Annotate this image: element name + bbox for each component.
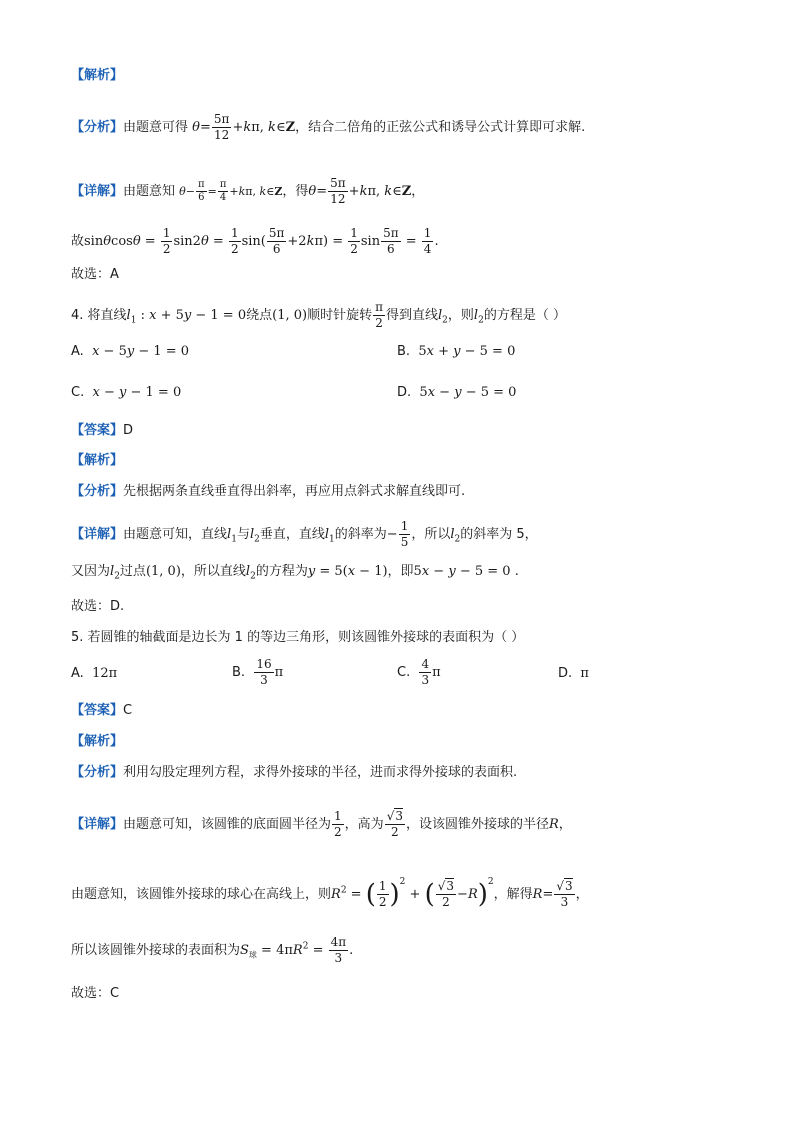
q3-choose: 故选：A <box>71 267 119 282</box>
q5-detail-line: 【详解】由题意可知，该圆锥的底面圆半径为 $\frac{1}{2}$ ，高为 $\frac{√3}{2}$ ，设该圆锥外接球的半径R， <box>71 809 572 839</box>
q5-option-a[interactable]: A. 12π <box>71 666 118 681</box>
q4-fenxi: 【分析】先根据两条直线垂直得出斜率，再应用点斜式求解直线即可. <box>71 484 466 499</box>
q5-stem: 5. 若圆锥的轴截面是边长为 1 的等边三角形，则该圆锥外接球的表面积为（ ） <box>71 630 525 645</box>
q4-option-b[interactable]: B. 5x + y − 5 = 0 <box>397 344 516 359</box>
analysis-heading-q3: 【解析】 <box>71 68 124 83</box>
q4-answer: 【答案】D <box>71 423 134 438</box>
q4-option-c[interactable]: C. x − y − 1 = 0 <box>71 385 182 400</box>
q5-option-d[interactable]: D. π <box>558 666 589 681</box>
q5-choose: 故选：C <box>71 986 120 1001</box>
q5-detail-line3: 所以该圆锥外接球的表面积为$S_球 = 4\pi R^2$ = $\frac{4\pi}{3}$ . <box>71 935 354 965</box>
q5-option-b[interactable]: B. $\frac{16}{3}$ π <box>232 657 284 687</box>
q3-calc-line: 故sinθcosθ = $\frac{1}{2}$ sin2θ = $\frac{1}{2}$ sin( $\frac{5\pi}{6}$ +2kπ) = $\frac{1}{2}$ sin $\frac{5\pi}{6}$ = $\frac{1}{4}$ . <box>71 226 439 256</box>
q5-analysis-heading: 【解析】 <box>71 734 124 749</box>
q4-stem: 4. 将直线$l_1$ : x + 5y − 1 = 0绕点(1, 0)顺时针旋转 $\frac{\pi}{2}$ 得到直线$l_2$，则$l_2$的方程是（ ） <box>71 300 566 330</box>
q4-choose: 故选：D. <box>71 599 125 614</box>
q4-analysis-heading: 【解析】 <box>71 453 124 468</box>
q4-option-a[interactable]: A. x − 5y − 1 = 0 <box>71 344 190 359</box>
q3-detail-line: 【详解】由题意知 θ− $\frac{\pi}{6}$ = $\frac{\pi}{4}$ +kπ, k∈Z，得θ= $\frac{5\pi}{12}$ +kπ, k∈Z， <box>71 176 425 206</box>
q4-option-d[interactable]: D. 5x − y − 5 = 0 <box>397 385 517 400</box>
q5-detail-line2: 由题意知，该圆锥外接球的球心在高线上，则$R^2$ = ( $\frac{1}{2}$ )$^2$ + ( $\frac{√3}{2}$ −R)$^2$，解得R= $\frac{√3}{3}$ ， <box>71 877 589 910</box>
q5-fenxi: 【分析】利用勾股定理列方程，求得外接球的半径，进而求得外接球的表面积. <box>71 765 518 780</box>
q4-detail-line: 【详解】由题意可知，直线$l_1$与$l_2$垂直，直线$l_1$的斜率为− $\frac{1}{5}$ ，所以$l_2$的斜率为 5， <box>71 519 538 549</box>
q4-detail-line2: 又因为$l_2$过点(1, 0)，所以直线$l_2$的方程为y = 5(x − 1)，即5x − y − 5 = 0 . <box>71 564 519 582</box>
q5-answer: 【答案】C <box>71 703 133 718</box>
q3-fenxi-line: 【分析】由题意可得 θ= $\frac{5\pi}{12}$ +kπ, k∈Z，结合二倍角的正弦公式和诱导公式计算即可求解. <box>71 112 586 142</box>
q5-option-c[interactable]: C. $\frac{4}{3}$ π <box>397 657 441 687</box>
